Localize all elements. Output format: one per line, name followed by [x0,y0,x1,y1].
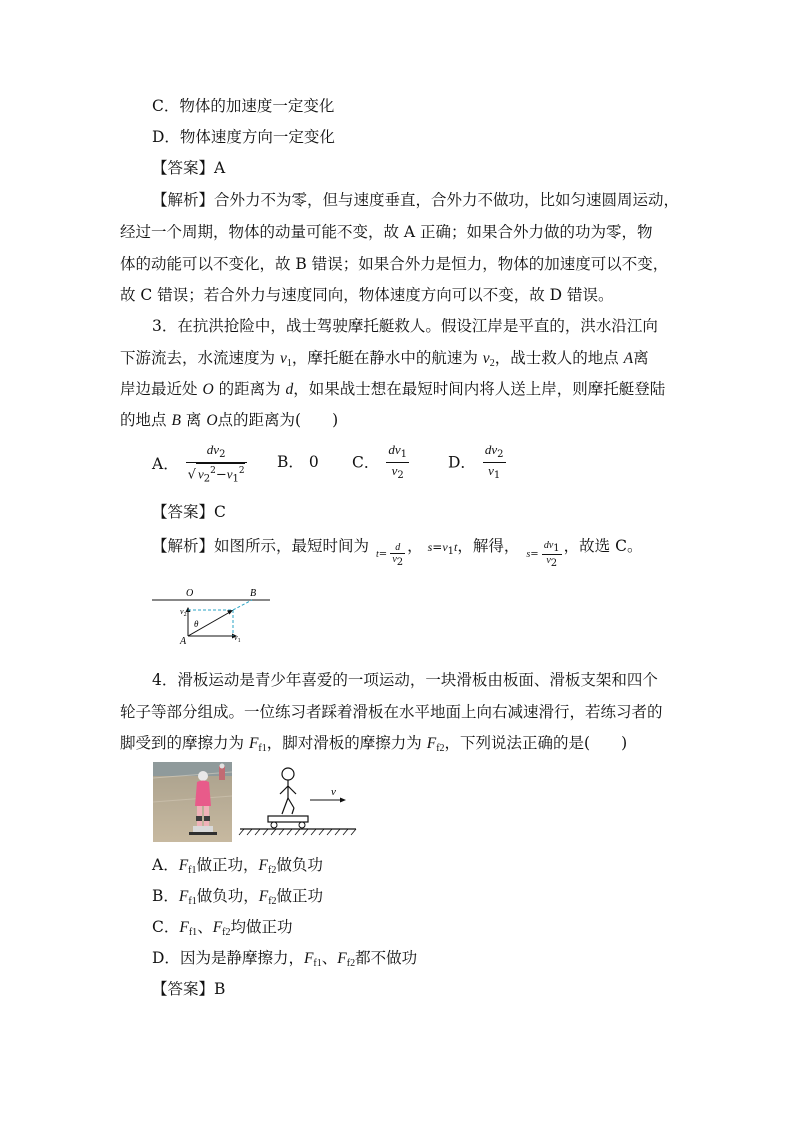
text: 的地点 [120,411,167,429]
label-v1: $v_1$ [234,633,241,644]
answer-label: 【答案】 [152,159,215,177]
arrowhead [227,610,233,615]
text: C． [152,918,180,936]
q3-option-b: B． 0 [277,453,319,471]
text: 做正功 [276,887,324,905]
q3-option-a: A． $\frac{dv_2}{√ v_2^2-v_1^2}$ [152,442,245,485]
text: A． [152,856,179,874]
q4-stem-line1: 4．滑板运动是青少年喜爱的一项运动，一块滑板由板面、滑板支架和四个 [152,671,658,689]
answer-label: 【答案】 [152,980,215,998]
skateboard-diagram [238,764,358,842]
formula-s: s= $\frac{dv_1}{v_2}$ [526,540,560,569]
text: 脚受到的摩擦力为 [120,734,245,752]
q4-answer [152,979,225,999]
formula-option-c: $\frac{dv_1}{v_2}$ [388,442,407,481]
text: 都不做功 [355,949,418,967]
symbol-v2: $v_2$ [482,350,495,369]
text: ， [407,537,423,555]
text: ，战士救人的地点 [494,349,619,367]
q4-option-c: C．$F_{f1}$、$F_{f2}$均做正功 [152,918,293,938]
label-v: v [331,786,336,798]
answer-value: A [214,159,226,177]
label-A: A [180,636,187,646]
q3-analysis [152,536,642,569]
symbol-d: d [285,381,294,398]
q4-option-a: A．$F_{f1}$做正功，$F_{f2}$做负功 [152,856,323,876]
helmet-icon [198,771,208,781]
text: 离 [633,349,649,367]
analysis-label: 【解析】 [152,537,215,555]
skateboarder-photo [153,762,232,842]
text: ，脚对滑板的摩擦力为 [266,734,422,752]
vector-diagram [148,584,276,646]
symbol-O: O [206,412,218,429]
text: 做负功， [196,887,259,905]
skateboard-icon [268,816,308,822]
answer-label: 【答案】 [152,503,215,521]
text: 、 [197,918,213,936]
text: ，故选 C。 [563,537,643,555]
q4-option-b: B．$F_{f1}$做负功，$F_{f2}$做正功 [152,887,324,907]
text: 的距离为 [218,380,281,398]
q3-stem-line2 [120,348,649,374]
q3-stem-line4 [120,410,338,431]
text: ，解得， [457,537,520,555]
analysis-text: 合外力不为零，但与速度垂直，合外力不做功，比如匀速圆周运动， [214,191,680,209]
q3-option-d: D． $\frac{dv_2}{v_1}$ [448,442,504,481]
text: 均做正功 [230,918,293,936]
q2-analysis-line3: 体的动能可以不变化，故 B 错误；如果合外力是恒力，物体的加速度可以不变， [120,255,669,273]
text: 、 [321,949,338,967]
label-theta: θ [194,619,199,629]
formula-t: t= $\frac{d}{v_2}$ [375,541,404,568]
text: 做负功 [276,856,323,874]
answer-value: C [214,503,226,521]
text: 因为是静摩擦力， [179,949,304,967]
answer-value: B [214,980,226,998]
text: 离 [185,411,202,429]
symbol-v1: $v_1$ [279,350,292,369]
q3-stem-line3 [120,379,665,400]
q2-option-d: D．物体速度方向一定变化 [152,128,335,146]
q4-stem-line2: 轮子等部分组成。一位练习者踩着滑板在水平地面上向右减速滑行，若练习者的 [120,703,663,721]
text: 岸边最近处 [120,380,198,398]
text: D． [152,949,180,967]
label-O: O [186,588,194,599]
text: 如图所示，最短时间为 [214,537,370,555]
formula-option-a: $\frac{dv_2}{√ v_2^2-v_1^2}$ [187,442,245,485]
q3-answer [152,502,226,522]
text: 做正功， [196,856,259,874]
dashed-line-to-B [233,600,252,610]
formula-option-d: $\frac{dv_2}{v_1}$ [484,442,504,481]
label-v2: $v_2$ [180,607,187,618]
stick-figure-head [282,768,294,780]
q3-stem-line1: 3．在抗洪抢险中，战士驾驶摩托艇救人。假设江岸是平直的，洪水沿江向 [152,317,658,335]
formula-s-vt: $s=v_1t$ [427,540,458,557]
q2-analysis-line2: 经过一个周期，物体的动量可能不变，故 A 正确；如果合外力做的功为零，物 [120,223,653,241]
q3-option-c: C． $\frac{dv_1}{v_2}$ [352,442,407,481]
symbol-Ff1: $F_{f1}$ [248,735,267,754]
text: ，如果战士想在最短时间内将人送上岸，则摩托艇登陆 [293,380,666,398]
q4-option-d: D．因为是静摩擦力，$F_{f1}$、$F_{f2}$都不做功 [152,949,418,969]
skateboard-icon [189,832,217,835]
symbol-O: O [202,381,214,398]
text: ，摩托艇在静水中的航速为 [291,349,478,367]
q2-analysis-line4: 故 C 错误；若合外力与速度同向，物体速度方向可以不变，故 D 错误。 [120,286,614,304]
symbol-A: A [623,350,634,367]
q2-answer [152,158,225,178]
symbol-Ff2: $F_{f2}$ [426,735,445,754]
q2-option-c: C．物体的加速度一定变化 [152,97,335,115]
q4-stem-line3 [120,733,627,759]
label-B: B [250,588,257,599]
text: 下游流去，水流速度为 [120,349,276,367]
text: ，下列说法正确的是( ) [444,734,628,752]
arrowhead [340,798,346,803]
ground-hatch [239,829,356,835]
text: B． [152,887,179,905]
text: 点的距离为( ) [217,411,339,429]
analysis-label: 【解析】 [152,191,215,209]
symbol-B: B [171,412,181,429]
q2-analysis-line1 [152,190,679,210]
